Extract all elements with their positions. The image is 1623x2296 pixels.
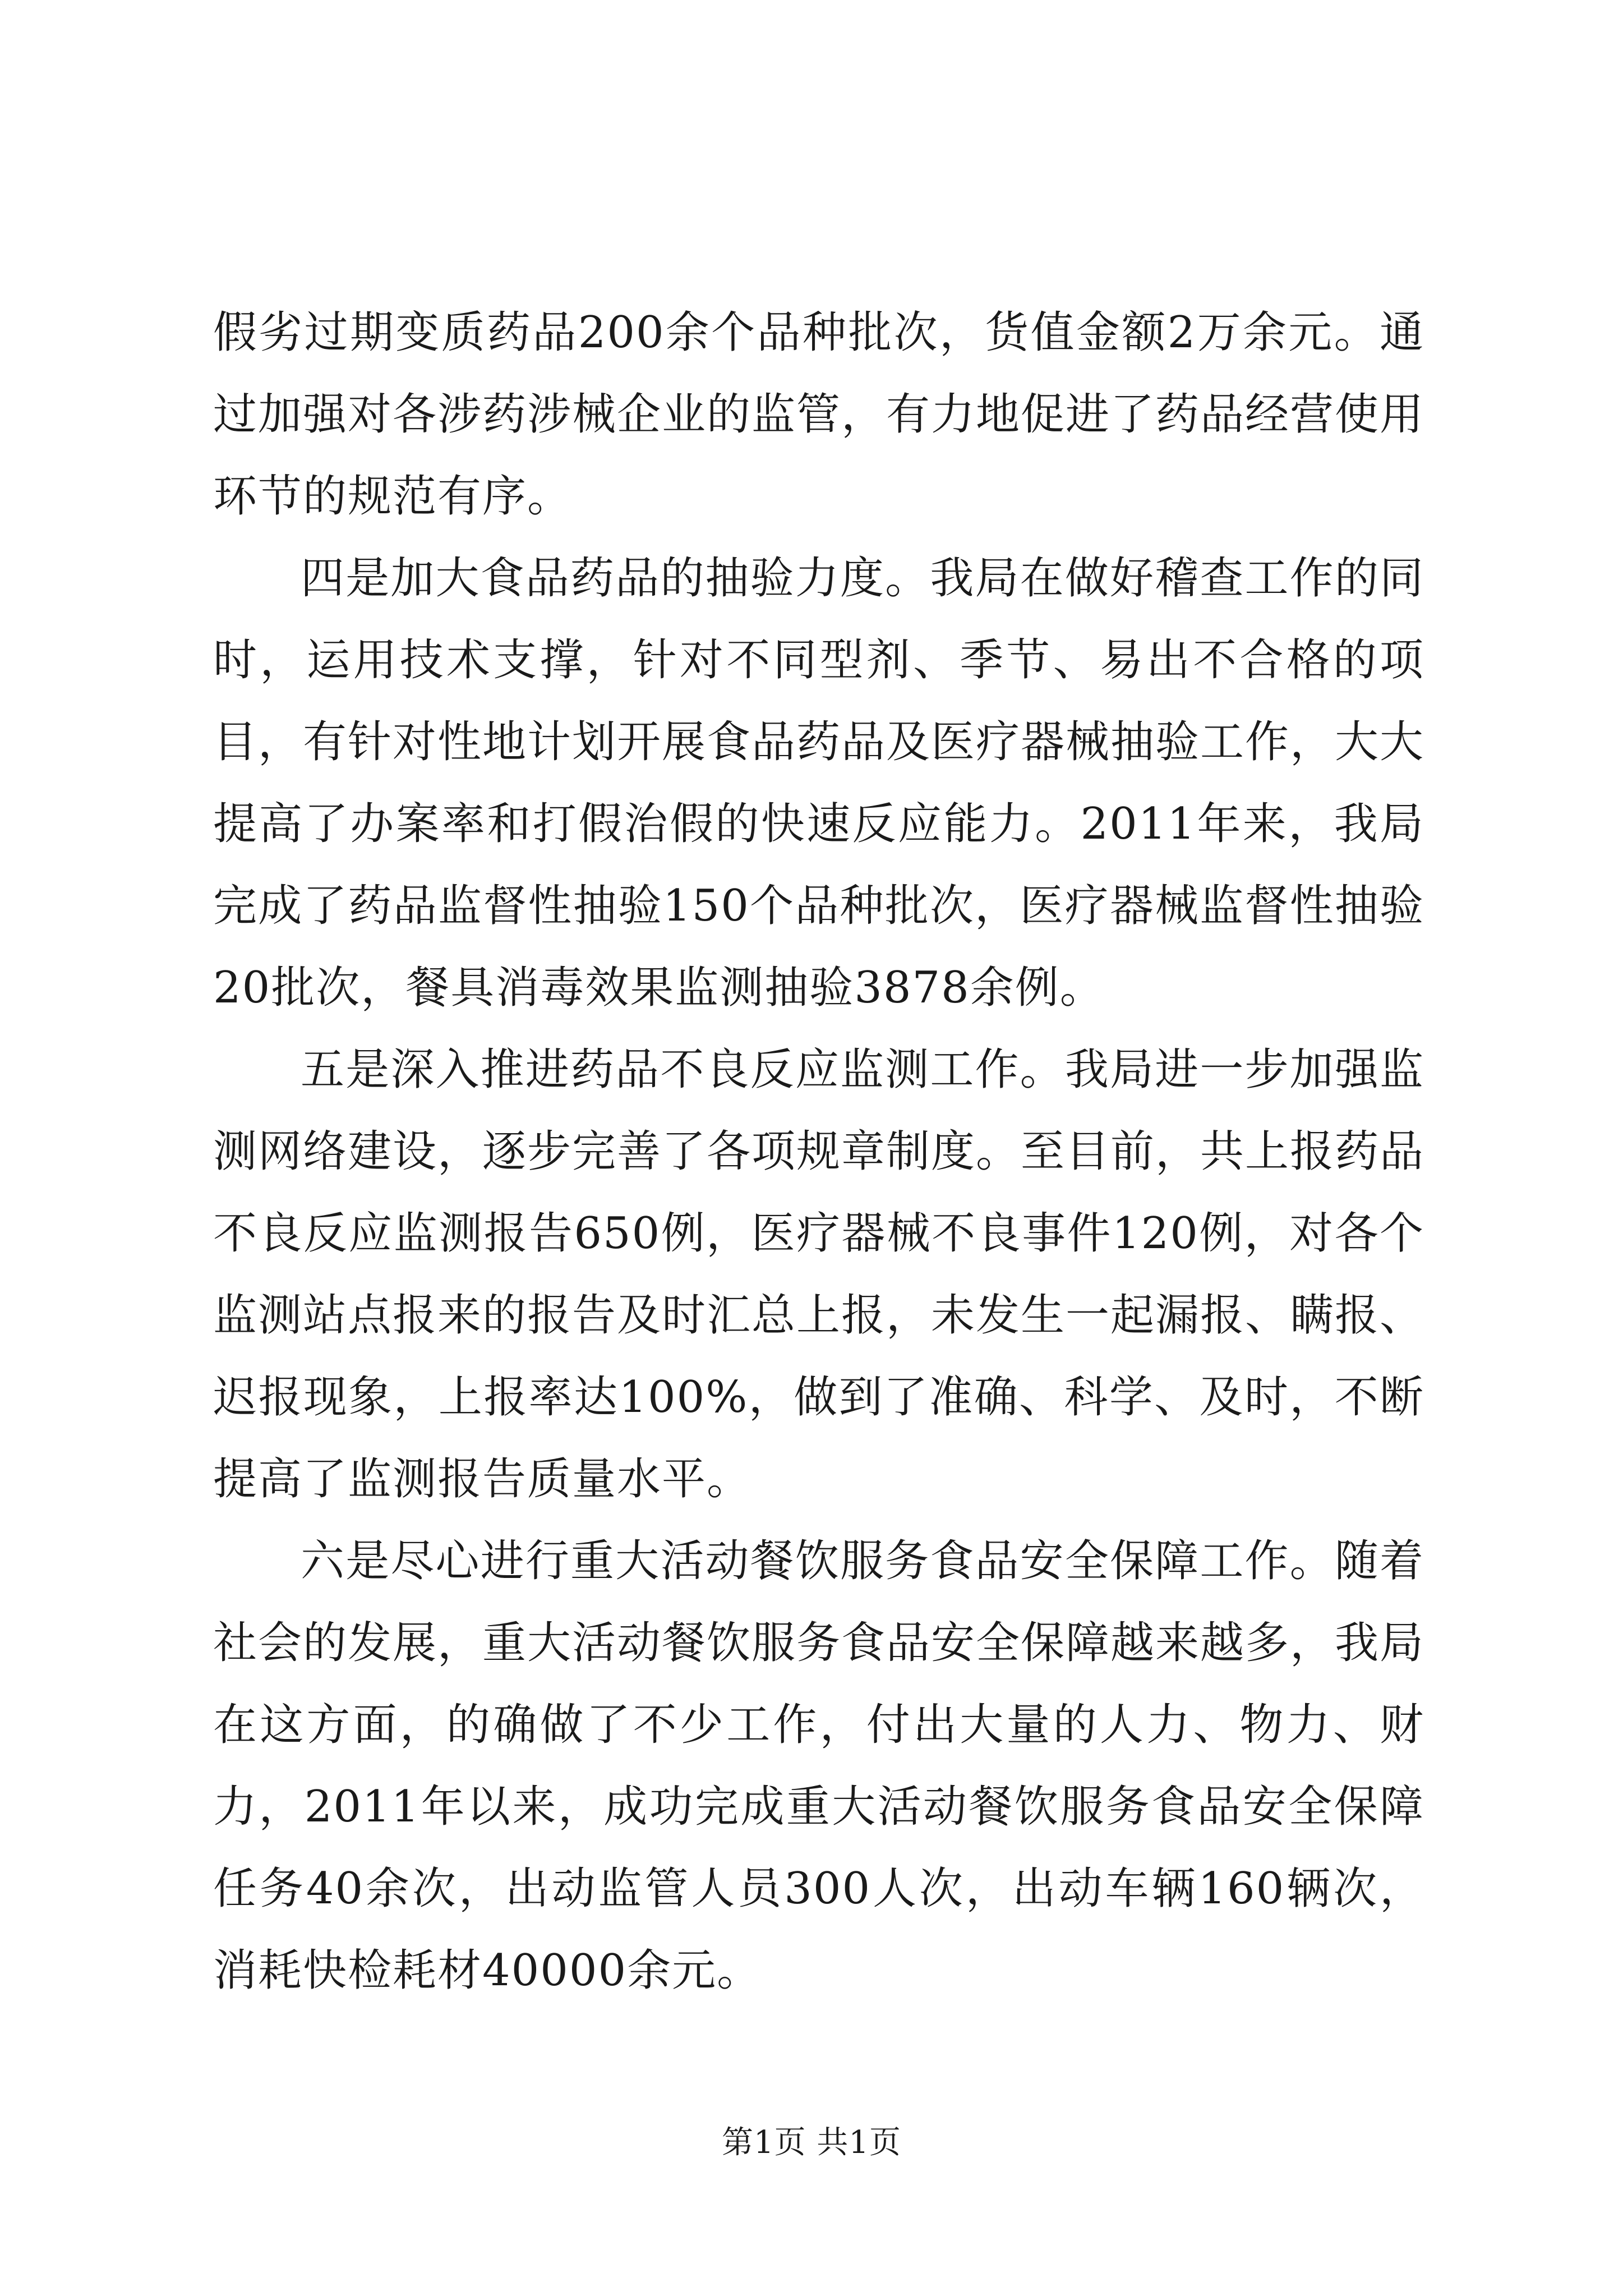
document-body [213,292,1424,2012]
page-footer: 第1页 共1页 [721,2124,902,2161]
paragraph-4: 六是尽心进行重大活动餐饮服务食品安全保障工作。随着社会的发展，重大活动餐饮服务食品安全保障越来越多，我局在这方面，的确做了不少工作，付出大量的人力、物力、财力，2011年以来，成功完成重大活动餐饮服务食品安全保障任务40余次，出动监管人员300人次，出动车辆160辆次，消耗快检耗材40000余元。 [213,1536,1425,1996]
paragraph-1: 假劣过期变质药品200余个品种批次，货值金额2万余元。通过加强对各涉药涉械企业的监管，有力地促进了药品经营使用环节的规范有序。 [213,307,1425,522]
paragraph-2: 四是加大食品药品的抽验力度。我局在做好稽查工作的同时，运用技术支撑，针对不同型剂、季节、易出不合格的项目，有针对性地计划开展食品药品及医疗器械抽验工作，大大提高了办案率和打假治假的快速反应能力。2011年来，我局完成了药品监督性抽验150个品种批次，医疗器械监督性抽验20批次，餐具消毒效果监测抽验3878余例。 [213,553,1425,1013]
paragraph-3: 五是深入推进药品不良反应监测工作。我局进一步加强监测网络建设，逐步完善了各项规章制度。至目前，共上报药品不良反应监测报告650例，医疗器械不良事件120例，对各个监测站点报来的报告及时汇总上报，未发生一起漏报、瞒报、迟报现象，上报率达100%，做到了准确、科学、及时，不断提高了监测报告质量水平。 [213,1045,1425,1504]
